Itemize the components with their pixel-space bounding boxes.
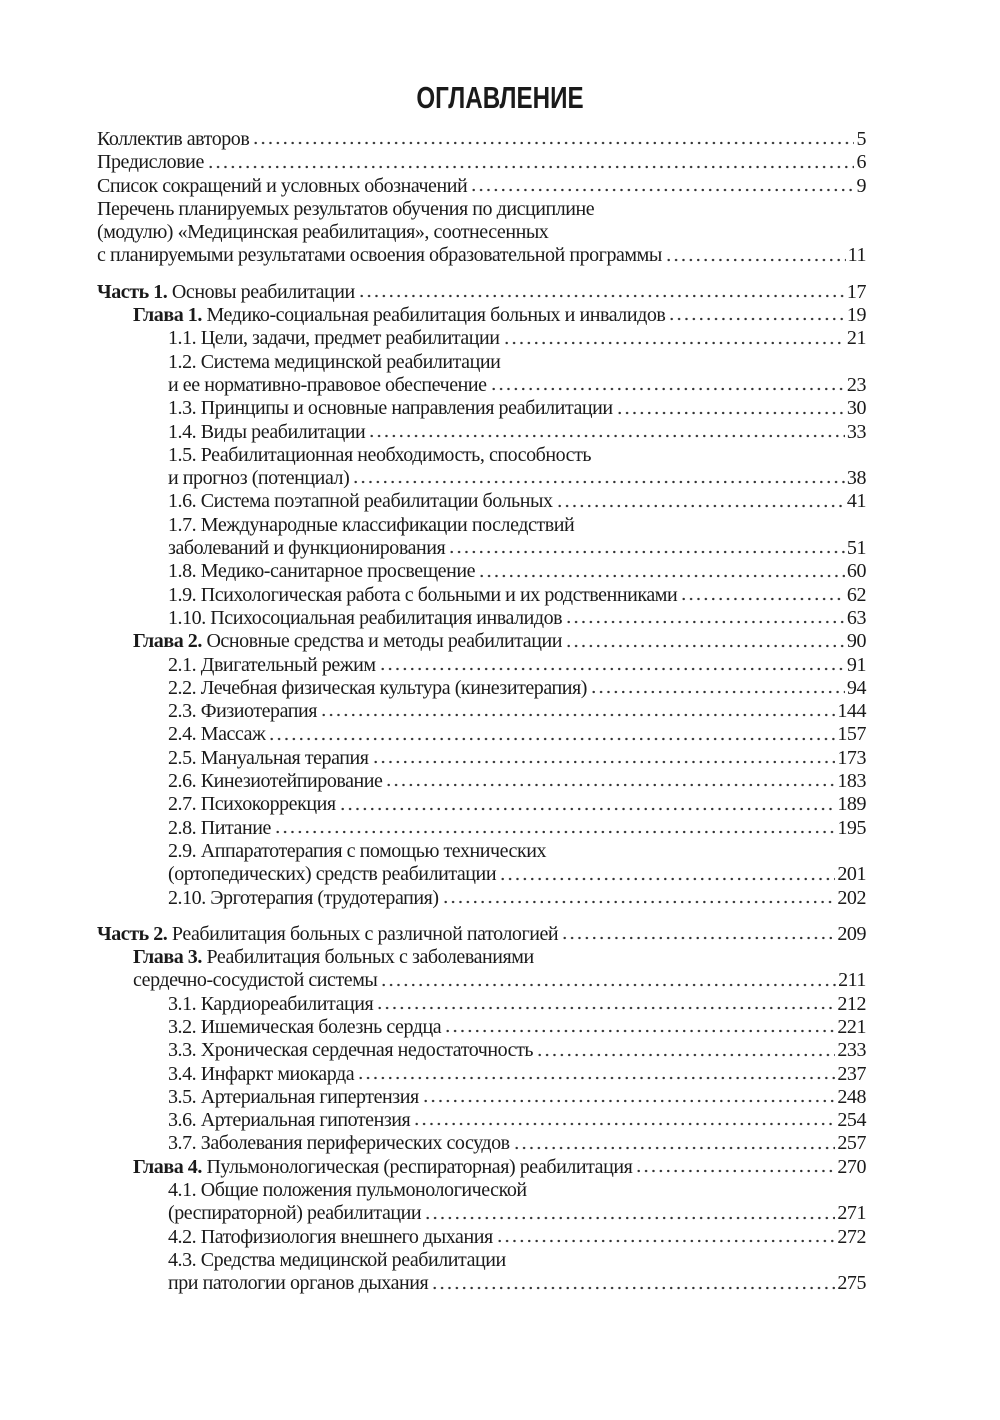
toc-line	[97, 151, 866, 174]
dot-leader	[352, 477, 845, 485]
toc-title: сердечно-сосудистой системы	[133, 969, 378, 992]
toc-line	[97, 969, 866, 992]
toc-line-text	[133, 969, 377, 992]
dot-leader	[320, 710, 835, 718]
toc-line-text	[133, 630, 562, 653]
toc-line-text	[168, 1039, 533, 1062]
toc-title: Пульмонологическая (респираторная) реабилитация	[201, 1155, 633, 1178]
toc-title: 1.9. Психологическая работа с больными и их родственниками	[168, 583, 678, 606]
toc-line-text	[168, 584, 677, 607]
toc-line-text	[168, 1272, 428, 1295]
toc-line-text	[97, 244, 662, 267]
section-gap	[97, 910, 866, 923]
toc-line-text	[168, 560, 475, 583]
page-number: 157	[837, 723, 866, 746]
toc-line-text	[168, 793, 336, 816]
page-number: 271	[837, 1202, 866, 1225]
toc-line	[97, 444, 866, 467]
toc-prefix: Часть 2.	[97, 922, 168, 945]
dot-leader	[561, 933, 835, 941]
toc-title: (модулю) «Медицинская реабилитация», соотнесенных	[97, 221, 549, 244]
section-gap	[97, 268, 866, 281]
toc-line	[97, 993, 866, 1016]
toc-part[interactable]	[97, 281, 866, 304]
page-number: 233	[837, 1039, 866, 1062]
toc-line-text	[97, 198, 594, 221]
toc-title: 1.8. Медико-санитарное просвещение	[168, 560, 476, 583]
toc-line	[97, 221, 866, 244]
toc-title: Перечень планируемых результатов обучения по дисциплине	[97, 197, 595, 220]
page-number: 11	[847, 244, 866, 267]
toc-line	[97, 840, 866, 863]
page-number: 19	[846, 304, 866, 327]
toc-line-text	[168, 1226, 493, 1249]
dot-leader	[380, 980, 836, 988]
page-number: 91	[846, 653, 866, 676]
toc-title: 1.4. Виды реабилитации	[168, 420, 366, 443]
dot-leader	[252, 138, 854, 146]
toc-line	[97, 923, 866, 946]
page-number: 189	[837, 793, 866, 816]
toc-section[interactable]	[97, 560, 866, 583]
toc-line	[97, 1086, 866, 1109]
dot-leader	[207, 162, 855, 170]
toc-entry[interactable]	[97, 128, 866, 151]
toc-section[interactable]	[97, 793, 866, 816]
toc-section[interactable]	[97, 1039, 866, 1062]
toc-chapter[interactable]	[97, 630, 866, 653]
toc-line-text	[97, 128, 249, 151]
toc-line	[97, 1132, 866, 1155]
page-number: 209	[837, 922, 866, 945]
toc-section[interactable]	[97, 770, 866, 793]
toc-section[interactable]	[97, 1179, 866, 1226]
toc-part[interactable]	[97, 923, 866, 946]
toc-line	[97, 607, 866, 630]
toc-section[interactable]	[97, 444, 866, 491]
toc-section[interactable]	[97, 993, 866, 1016]
toc-title: 4.3. Средства медицинской реабилитации	[168, 1248, 506, 1271]
page-number: 33	[846, 420, 866, 443]
toc-title: 2.5. Мануальная терапия	[168, 746, 369, 769]
toc-line-text	[168, 770, 382, 793]
toc-title: Список сокращений и условных обозначений	[97, 174, 468, 197]
toc-line	[97, 1226, 866, 1249]
toc-prefix: Глава 1.	[133, 304, 202, 327]
toc-line-text	[168, 723, 265, 746]
dot-leader	[358, 291, 845, 299]
toc-line	[97, 198, 866, 221]
dot-leader	[376, 1003, 835, 1011]
toc-section[interactable]	[97, 1132, 866, 1155]
toc-section[interactable]	[97, 397, 866, 420]
toc-title: 2.10. Эрготерапия (трудотерапия)	[168, 886, 439, 909]
toc-line	[97, 397, 866, 420]
toc-section[interactable]	[97, 677, 866, 700]
toc-line-text	[168, 747, 369, 770]
toc-section[interactable]	[97, 817, 866, 840]
toc-line-text	[168, 1132, 510, 1155]
dot-leader	[431, 1283, 835, 1291]
dot-leader	[424, 1213, 835, 1221]
toc-line-text	[168, 1202, 421, 1225]
toc-prefix: Глава 4.	[133, 1155, 202, 1178]
dot-leader	[478, 571, 845, 579]
dot-leader	[339, 804, 836, 812]
toc-section[interactable]	[97, 887, 866, 910]
toc-line-text	[168, 700, 317, 723]
toc-line	[97, 654, 866, 677]
toc-line	[97, 700, 866, 723]
toc-section[interactable]	[97, 1063, 866, 1086]
toc-title: 2.9. Аппаратотерапия с помощью технических	[168, 839, 547, 862]
table-of-contents	[97, 128, 866, 1296]
toc-section[interactable]	[97, 351, 866, 398]
toc-title: 3.3. Хроническая сердечная недостаточность	[168, 1039, 534, 1062]
toc-line-text	[133, 304, 665, 327]
dot-leader	[444, 1026, 835, 1034]
page-number: 94	[846, 676, 866, 699]
toc-line-text	[168, 677, 587, 700]
toc-line	[97, 817, 866, 840]
dot-leader	[274, 827, 835, 835]
toc-title: 1.10. Психосоциальная реабилитация инвалидов	[168, 606, 563, 629]
toc-line-text	[168, 840, 546, 863]
page-number: 51	[846, 537, 866, 560]
toc-section[interactable]	[97, 490, 866, 513]
toc-line-text	[168, 607, 562, 630]
toc-title: (ортопедических) средств реабилитации	[168, 863, 497, 886]
page-number: 173	[837, 746, 866, 769]
toc-section[interactable]	[97, 421, 866, 444]
dot-leader	[268, 734, 835, 742]
page-number: 60	[846, 560, 866, 583]
toc-title: 2.6. Кинезиотейпирование	[168, 770, 383, 793]
toc-line	[97, 281, 866, 304]
toc-line-text	[168, 863, 496, 886]
toc-line	[97, 128, 866, 151]
toc-line-text	[97, 923, 558, 946]
toc-line	[97, 490, 866, 513]
toc-title: 1.3. Принципы и основные направления реабилитации	[168, 397, 613, 420]
page-number: 195	[837, 816, 866, 839]
toc-line-text	[168, 654, 376, 677]
toc-section[interactable]	[97, 1226, 866, 1249]
toc-line	[97, 351, 866, 374]
toc-section[interactable]	[97, 654, 866, 677]
page-number: 211	[838, 969, 866, 992]
page-number: 212	[837, 992, 866, 1015]
page-number: 9	[856, 174, 866, 197]
toc-title: и ее нормативно-правовое обеспечение	[168, 373, 487, 396]
toc-section[interactable]	[97, 700, 866, 723]
dot-leader	[590, 687, 845, 695]
dot-leader	[422, 1096, 836, 1104]
toc-title: 3.2. Ишемическая болезнь сердца	[168, 1015, 442, 1038]
toc-line	[97, 887, 866, 910]
toc-line-text	[133, 1156, 632, 1179]
page-number: 272	[837, 1225, 866, 1248]
toc-chapter[interactable]	[97, 946, 866, 993]
toc-title: 4.2. Патофизиология внешнего дыхания	[168, 1225, 493, 1248]
toc-entry[interactable]	[97, 151, 866, 174]
page-number: 21	[846, 327, 866, 350]
page-number: 23	[846, 373, 866, 396]
page-number: 221	[837, 1015, 866, 1038]
toc-line	[97, 1179, 866, 1202]
toc-line-text	[168, 351, 500, 374]
toc-line-text	[168, 397, 613, 420]
dot-leader	[413, 1119, 835, 1127]
toc-line-text	[168, 1063, 354, 1086]
toc-line-text	[168, 374, 487, 397]
page-number: 63	[846, 606, 866, 629]
toc-section[interactable]	[97, 747, 866, 770]
page-number: 201	[837, 863, 866, 886]
dot-leader	[490, 384, 845, 392]
toc-line-text	[168, 421, 365, 444]
toc-title: 1.5. Реабилитационная необходимость, способность	[168, 443, 592, 466]
dot-leader	[503, 338, 845, 346]
toc-section[interactable]	[97, 1016, 866, 1039]
toc-line	[97, 1016, 866, 1039]
toc-title: 4.1. Общие положения пульмонологической	[168, 1179, 527, 1202]
toc-prefix: Глава 3.	[133, 946, 202, 969]
toc-line	[97, 946, 866, 969]
page-number: 237	[837, 1062, 866, 1085]
toc-line-text	[168, 490, 553, 513]
toc-title: 3.1. Кардиореабилитация	[168, 992, 374, 1015]
toc-section[interactable]	[97, 1249, 866, 1296]
page-number: 17	[846, 280, 866, 303]
toc-line	[97, 1272, 866, 1295]
toc-line	[97, 374, 866, 397]
toc-line	[97, 584, 866, 607]
toc-section[interactable]	[97, 514, 866, 561]
page-number: 144	[837, 700, 866, 723]
toc-line	[97, 723, 866, 746]
toc-line	[97, 1039, 866, 1062]
toc-entry[interactable]	[97, 198, 866, 268]
dot-leader	[372, 757, 836, 765]
toc-title: 1.1. Цели, задачи, предмет реабилитации	[168, 327, 500, 350]
toc-line	[97, 537, 866, 560]
toc-line-text	[168, 467, 349, 490]
page-number: 41	[846, 490, 866, 513]
toc-line-text	[133, 946, 534, 969]
dot-leader	[680, 594, 845, 602]
page-number: 62	[846, 583, 866, 606]
dot-leader	[536, 1050, 835, 1058]
toc-line-text	[168, 993, 373, 1016]
dot-leader	[379, 664, 845, 672]
toc-line	[97, 747, 866, 770]
toc-line	[97, 677, 866, 700]
toc-section[interactable]	[97, 1109, 866, 1132]
toc-title: 1.7. Международные классификации последствий	[168, 513, 575, 536]
toc-section[interactable]	[97, 840, 866, 887]
dot-leader	[635, 1166, 835, 1174]
page-number: 183	[837, 770, 866, 793]
page-title: ОГЛАВЛЕНИЕ	[416, 80, 584, 115]
toc-title: 1.6. Система поэтапной реабилитации больных	[168, 490, 553, 513]
toc-line-text	[97, 151, 204, 174]
toc-line	[97, 630, 866, 653]
dot-leader	[470, 185, 854, 193]
toc-title: 2.1. Двигательный режим	[168, 653, 376, 676]
toc-title: Медико-социальная реабилитация больных и инвалидов	[201, 304, 666, 327]
toc-section[interactable]	[97, 1086, 866, 1109]
dot-leader	[668, 314, 845, 322]
toc-line	[97, 1109, 866, 1132]
toc-title: 3.7. Заболевания периферических сосудов	[168, 1132, 510, 1155]
toc-title: с планируемыми результатами освоения образовательной программы	[97, 244, 662, 267]
page-number: 6	[856, 151, 866, 174]
toc-line	[97, 1202, 866, 1225]
page-number: 90	[846, 630, 866, 653]
toc-title: 2.7. Психокоррекция	[168, 793, 336, 816]
toc-line-text	[97, 281, 355, 304]
toc-title: 3.5. Артериальная гипертензия	[168, 1085, 419, 1108]
toc-title: Коллектив авторов	[97, 128, 250, 150]
toc-line-text	[168, 327, 500, 350]
page-number: 257	[837, 1132, 866, 1155]
dot-leader	[499, 874, 835, 882]
toc-line-text	[168, 1109, 410, 1132]
toc-line	[97, 175, 866, 198]
page-number: 30	[846, 397, 866, 420]
toc-line	[97, 560, 866, 583]
toc-line-text	[168, 1249, 506, 1272]
toc-section[interactable]	[97, 584, 866, 607]
toc-line	[97, 244, 866, 267]
toc-line	[97, 1156, 866, 1179]
toc-title: Предисловие	[97, 151, 204, 174]
toc-title: заболеваний и функционирования	[168, 537, 446, 560]
toc-title: Реабилитация больных с заболеваниями	[201, 946, 534, 969]
toc-chapter[interactable]	[97, 1156, 866, 1179]
dot-leader	[368, 431, 845, 439]
dot-leader	[385, 780, 835, 788]
page-number: 275	[837, 1272, 866, 1295]
toc-line-text	[168, 817, 271, 840]
toc-line-text	[97, 175, 467, 198]
toc-title: 2.3. Физиотерапия	[168, 700, 318, 723]
toc-line-text	[168, 1086, 419, 1109]
toc-line-text	[168, 1016, 441, 1039]
toc-title: (респираторной) реабилитации	[168, 1202, 422, 1225]
toc-line	[97, 421, 866, 444]
toc-line	[97, 863, 866, 886]
toc-line	[97, 770, 866, 793]
toc-title: 3.6. Артериальная гипотензия	[168, 1109, 411, 1132]
toc-title: при патологии органов дыхания	[168, 1272, 429, 1295]
page-number: 38	[846, 467, 866, 490]
page-number: 270	[837, 1155, 866, 1178]
toc-line-text	[168, 537, 445, 560]
dot-leader	[665, 255, 846, 263]
page-number: 202	[837, 886, 866, 909]
toc-title: Реабилитация больных с различной патологией	[167, 922, 559, 945]
toc-title: 2.8. Питание	[168, 816, 271, 839]
toc-line-text	[168, 887, 439, 910]
dot-leader	[513, 1143, 836, 1151]
toc-title: 2.4. Массаж	[168, 723, 266, 746]
toc-title: Основные средства и методы реабилитации	[201, 630, 562, 653]
toc-title: Основы реабилитации	[167, 280, 355, 303]
toc-line	[97, 467, 866, 490]
dot-leader	[565, 617, 845, 625]
page-number: 248	[837, 1085, 866, 1108]
page-number: 254	[837, 1109, 866, 1132]
toc-line-text	[97, 221, 548, 244]
toc-line	[97, 1249, 866, 1272]
page-number: 5	[856, 128, 866, 150]
toc-chapter[interactable]	[97, 304, 866, 327]
toc-line	[97, 1063, 866, 1086]
toc-line	[97, 793, 866, 816]
dot-leader	[496, 1236, 836, 1244]
toc-title: 3.4. Инфаркт миокарда	[168, 1062, 355, 1085]
toc-title: и прогноз (потенциал)	[168, 467, 350, 490]
toc-prefix: Глава 2.	[133, 630, 202, 653]
toc-entry[interactable]	[97, 175, 866, 198]
dot-leader	[357, 1073, 835, 1081]
toc-section[interactable]	[97, 723, 866, 746]
dot-leader	[556, 501, 845, 509]
dot-leader	[565, 641, 845, 649]
toc-section[interactable]	[97, 607, 866, 630]
toc-title: 1.2. Система медицинской реабилитации	[168, 350, 501, 373]
toc-line-text	[168, 514, 574, 537]
dot-leader	[616, 408, 845, 416]
toc-line-text	[168, 444, 591, 467]
toc-line-text	[168, 1179, 527, 1202]
toc-prefix: Часть 1.	[97, 280, 168, 303]
toc-line	[97, 327, 866, 350]
toc-title: 2.2. Лечебная физическая культура (кинезитерапия)	[168, 676, 587, 699]
toc-line	[97, 514, 866, 537]
dot-leader	[448, 547, 845, 555]
dot-leader	[442, 897, 836, 905]
toc-section[interactable]	[97, 327, 866, 350]
toc-line	[97, 304, 866, 327]
